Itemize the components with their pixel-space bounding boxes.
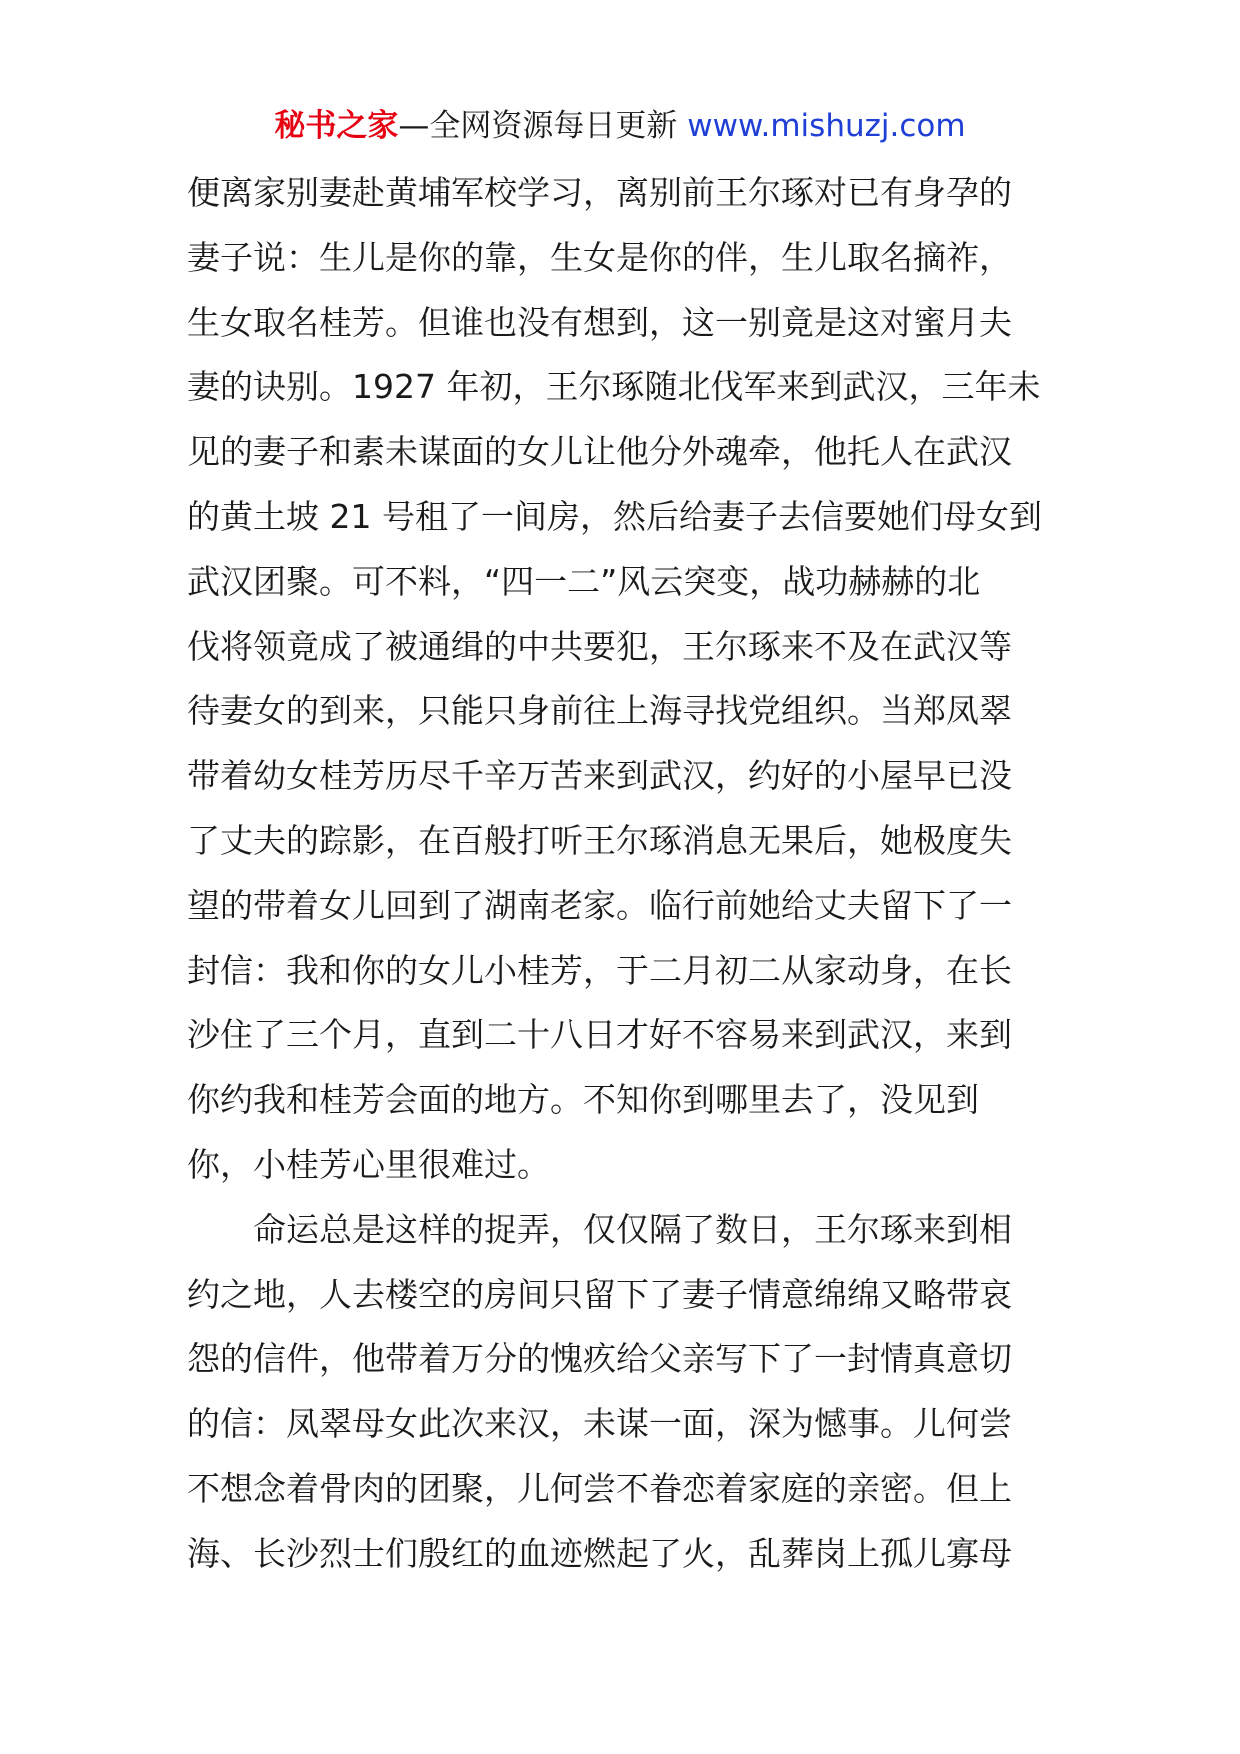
- site-url-link[interactable]: www.mishuzj.com: [687, 108, 966, 144]
- text-line: 带着幼女桂芳历尽千辛万苦来到武汉，约好的小屋早已没: [187, 756, 1012, 796]
- text-line: 你约我和桂芳会面的地方。不知你到哪里去了，没见到: [187, 1080, 979, 1120]
- text-line: 生女取名桂芳。但谁也没有想到，这一别竟是这对蜜月夫: [187, 302, 1012, 342]
- text-line: 了丈夫的踪影，在百般打听王尔琢消息无果后，她极度失: [187, 820, 1012, 860]
- text-line: 望的带着女儿回到了湖南老家。临行前她给丈夫留下了一: [187, 885, 1012, 925]
- text-line: 见的妻子和素未谋面的女儿让他分外魂牵，他托人在武汉: [187, 432, 1012, 472]
- paragraph-start-line: 命运总是这样的捉弄，仅仅隔了数日，王尔琢来到相: [253, 1209, 1012, 1249]
- brand-name: 秘书之家: [274, 108, 399, 144]
- text-line: 沙住了三个月，直到二十八日才好不容易来到武汉，来到: [187, 1015, 1012, 1055]
- text-line: 妻子说：生儿是你的靠，生女是你的伴，生儿取名摘祚，: [187, 237, 1012, 277]
- text-line: 海、长沙烈士们殷红的血迹燃起了火，乱葬岗上孤儿寡母: [187, 1533, 1012, 1573]
- text-line: 不想念着骨肉的团聚，儿何尝不眷恋着家庭的亲密。但上: [187, 1468, 1012, 1508]
- text-line: 武汉团聚。可不料，“四一二”风云突变，战功赫赫的北: [187, 561, 981, 601]
- article-body: [187, 161, 1057, 1587]
- text-line: 你，小桂芳心里很难过。: [187, 1144, 550, 1184]
- text-line: 伐将领竟成了被通缉的中共要犯，王尔琢来不及在武汉等: [187, 626, 1012, 666]
- text-line: 封信：我和你的女儿小桂芳，于二月初二从家动身，在长: [187, 950, 1012, 990]
- text-line: 的信：凤翠母女此次来汉，未谋一面，深为憾事。儿何尝: [187, 1404, 1012, 1444]
- header-tagline: —全网资源每日更新: [398, 108, 678, 144]
- page-header: [0, 104, 1240, 148]
- text-line: 怨的信件，他带着万分的愧疚给父亲写下了一封情真意切: [187, 1339, 1012, 1379]
- text-line: 的黄土坡 21 号租了一间房，然后给妻子去信要她们母女到: [187, 496, 1042, 536]
- text-line: 便离家别妻赴黄埔军校学习，离别前王尔琢对已有身孕的: [187, 173, 1012, 212]
- text-line: 约之地，人去楼空的房间只留下了妻子情意绵绵又略带哀: [187, 1274, 1012, 1314]
- text-line: 妻的诀别。1927 年初，王尔琢随北伐军来到武汉，三年未: [187, 367, 1041, 407]
- text-line: 待妻女的到来，只能只身前往上海寻找党组织。当郑凤翠: [187, 691, 1012, 731]
